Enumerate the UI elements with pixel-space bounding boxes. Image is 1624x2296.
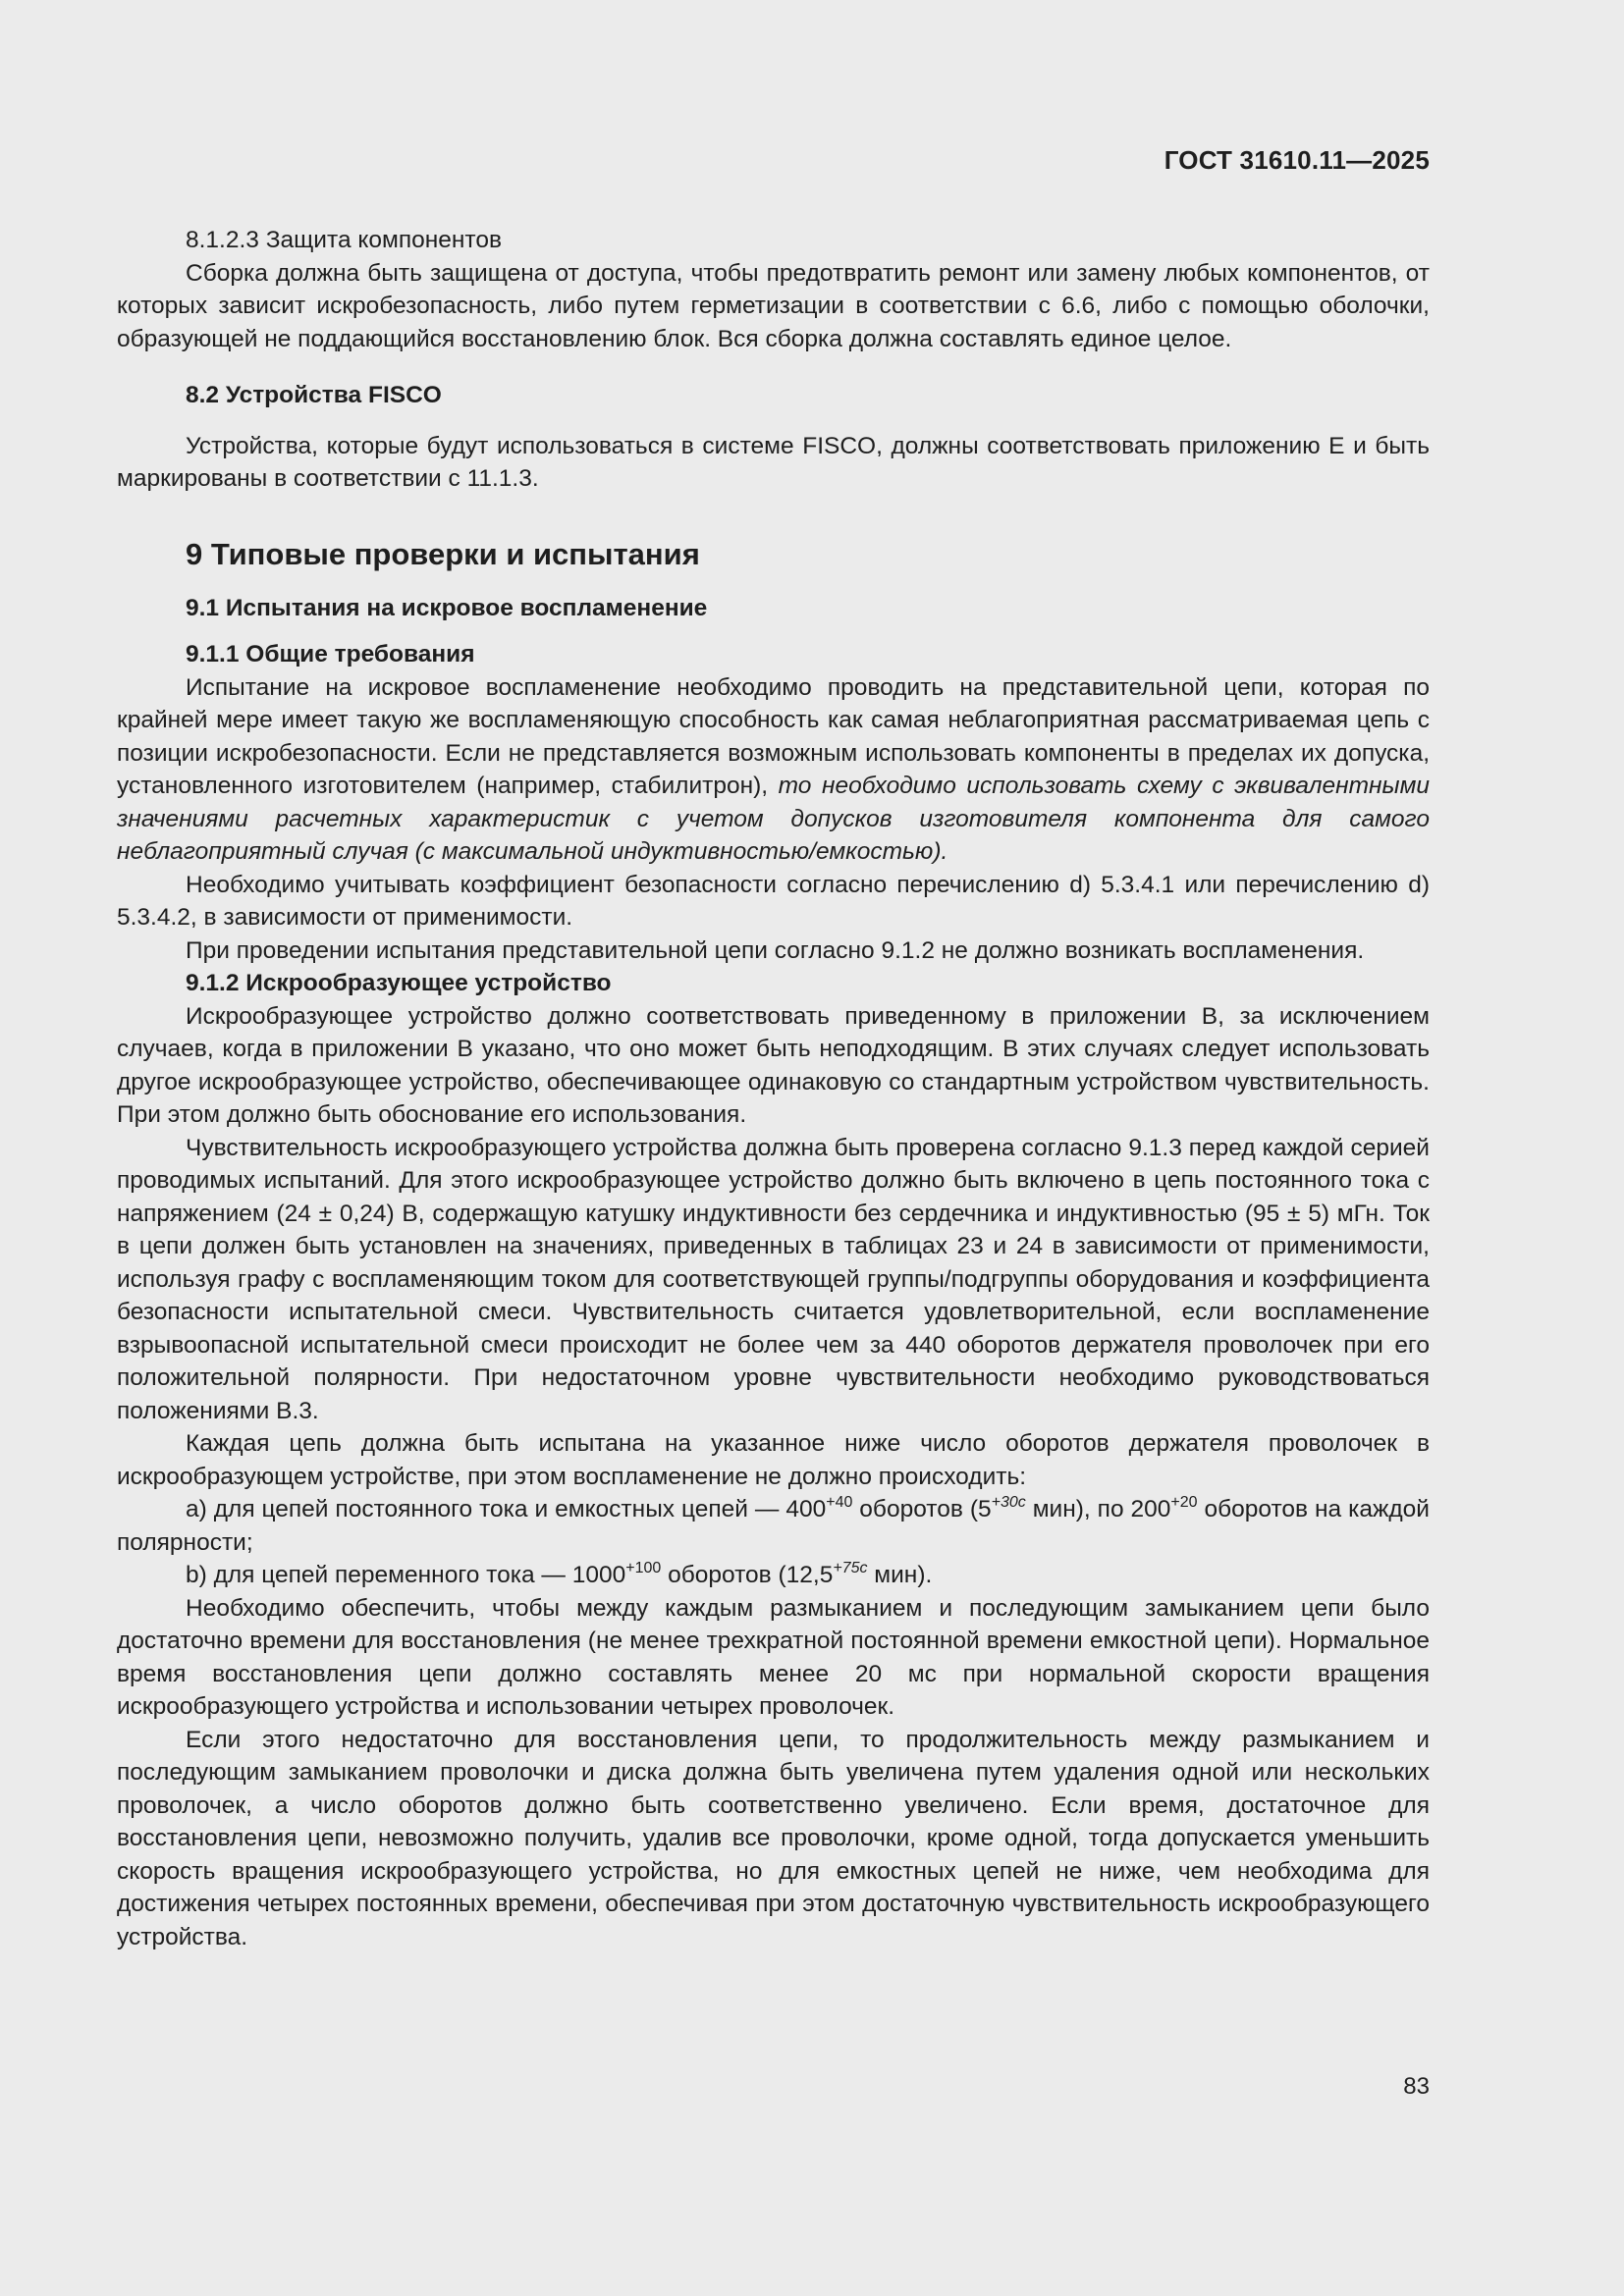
paragraph: Необходимо обеспечить, чтобы между каждым размыканием и последующим замыканием цепи было достаточно времени для восстановления (не менее трехкратной постоянной времени емкостной цепи). Нормальное время восстановления цепи должно составлять менее 20 мс при нормальной скорости вращения искрообразующего устройства и использовании четырех проволочек. <box>117 1594 1430 1720</box>
paragraph: При проведении испытания представительной цепи согласно 9.1.2 не должно возникать воспламенения. <box>186 936 1365 964</box>
superscript: +40 <box>826 1494 853 1511</box>
section-8-2-title: 8.2 Устройства FISCO <box>186 382 442 408</box>
paragraph: Если этого недостаточно для восстановления цепи, то продолжительность между размыканием и последующим замыканием проволочки и диска должна быть увеличена путем удаления одной или нескольких проволочек, а число оборотов должно быть соответственно увеличено. Если время, достаточное для восстановления цепи, невозможно получить, удалив все проволочки, кроме одной, тогда допускается уменьшить скорость вращения искрообразующего устройства, но для емкостных цепей не ниже, чем необходима для достижения четырех постоянных времени, обеспечивая при этом достаточную чувствительность искрообразующего устройства. <box>117 1726 1430 1950</box>
document-code: ГОСТ 31610.11—2025 <box>1164 145 1430 175</box>
list-item-b <box>117 1559 1430 1592</box>
paragraph: Устройства, которые будут использоваться в системе FISCO, должны соответствовать приложению E и быть маркированы в соответствии с 11.1.3. <box>117 432 1430 492</box>
paragraph: Искрообразующее устройство должно соответствовать приведенному в приложении B, за исключением случаев, когда в приложении B указано, что оно может быть неподходящим. В этих случаях следует использовать другое искрообразующее устройство, обеспечивающее одинаковую со стандартным устройством чувствительность. При этом должно быть обоснование его использования. <box>117 1002 1430 1128</box>
section-9-1-1-title: 9.1.1 Общие требования <box>186 641 475 667</box>
section-8-1-2-3-title: 8.1.2.3 Защита компонентов <box>186 227 503 253</box>
paragraph: Необходимо учитывать коэффициент безопасности согласно перечислению d) 5.3.4.1 или перечислению d) 5.3.4.2, в зависимости от применимости. <box>117 871 1430 931</box>
paragraph: Каждая цепь должна быть испытана на указанное ниже число оборотов держателя проволочек в искрообразующем устройстве, при этом воспламенение не должно происходить: <box>117 1430 1430 1490</box>
list-item-text: a) для цепей постоянного тока и емкостных цепей — 400 <box>186 1496 827 1522</box>
paragraph-text: Испытание на искровое воспламенение необходимо проводить на представительной цепи, которая по крайней мере имеет такую же воспламеняющую способность как самая неблагоприятная рассматриваемая цепь с позиции искробезопасности. Если не представляется возможным использовать компоненты в пределах их допуска, установленного изготовителем (например, стабилитрон), <box>117 673 1430 799</box>
superscript: +20 <box>1170 1494 1198 1511</box>
superscript: +75с <box>833 1560 868 1576</box>
superscript: +100 <box>625 1560 662 1576</box>
list-item-text: мин). <box>867 1562 933 1588</box>
list-item-a <box>117 1493 1430 1559</box>
paragraph: Чувствительность искрообразующего устройства должна быть проверена согласно 9.1.3 перед каждой серией проводимых испытаний. Для этого искрообразующее устройство должно быть включено в цепь постоянного тока с напряжением (24 ± 0,24) В, содержащую катушку индуктивности без сердечника и индуктивностью (95 ± 5) мГн. Ток в цепи должен быть установлен на значениях, приведенных в таблицах 23 и 24 в зависимости от применимости, используя графу с воспламеняющим током для соответствующей группы/подгруппы оборудования и коэффициента безопасности испытательной смеси. Чувствительность считается удовлетворительной, если воспламенение взрывоопасной испытательной смеси происходит не более чем за 440 оборотов держателя проволочек при его положительной полярности. При недостаточном уровне чувствительности необходимо руководствоваться положениями B.3. <box>117 1134 1430 1424</box>
list-item-text: оборотов (12,5 <box>661 1562 834 1588</box>
paragraph: Сборка должна быть защищена от доступа, чтобы предотвратить ремонт или замену любых компонентов, от которых зависит искробезопасность, либо путем герметизации в соответствии с 6.6, либо с помощью оболочки, образующей не поддающийся восстановлению блок. Вся сборка должна составлять единое целое. <box>117 259 1430 352</box>
section-9-1-2-title: 9.1.2 Искрообразующее устройство <box>186 970 612 996</box>
superscript: +30с <box>991 1494 1026 1511</box>
paragraph <box>117 671 1430 869</box>
paragraph-italic-text: то необходимо использовать схему с эквивалентными значениями расчетных характеристик с учетом допусков изготовителя компонента для самого неблагоприятный случая (с максимальной индуктивностью/емкостью). <box>117 773 1430 865</box>
section-9-title: 9 Типовые проверки и испытания <box>186 536 700 571</box>
list-item-text: мин), по 200 <box>1025 1496 1171 1522</box>
document-body <box>117 224 1430 1953</box>
list-item-text: оборотов на каждой полярности; <box>117 1496 1430 1556</box>
page-number: 83 <box>1403 2073 1430 2100</box>
list-item-text: b) для цепей переменного тока — 1000 <box>186 1562 626 1588</box>
section-9-1-title: 9.1 Испытания на искровое воспламенение <box>186 594 708 621</box>
list-item-text: оборотов (5 <box>852 1496 992 1522</box>
